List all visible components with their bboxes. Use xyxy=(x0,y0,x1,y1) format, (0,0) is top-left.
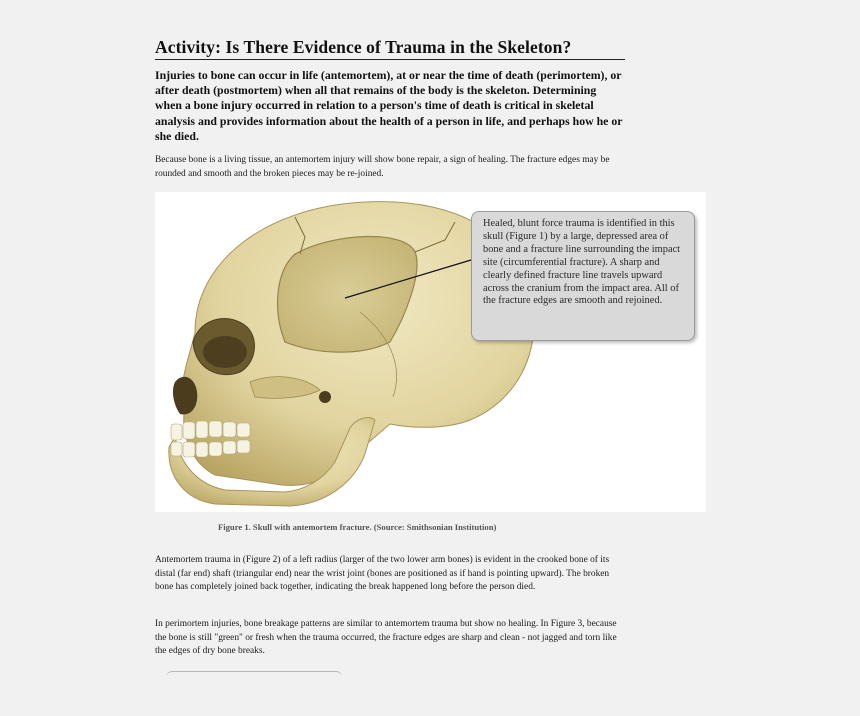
intro-paragraph: Injuries to bone can occur in life (antemortem), at or near the time of death (perimortem), or after death (postmortem) when all that remains of the body is the skeleton. Determining when a bone injury occurred in relation to a person's time of death is critical in skeletal analysis and provides information about the health of a person in life, and perhaps how he or she died. xyxy=(155,68,623,143)
ear-canal xyxy=(319,391,331,403)
skull-figure xyxy=(155,192,706,512)
next-figure-box-edge xyxy=(166,671,342,684)
nasal-cavity xyxy=(173,377,197,415)
page-title: Activity: Is There Evidence of Trauma in the Skeleton? xyxy=(155,37,625,60)
body-paragraph-antemortem: Antemortem trauma in (Figure 2) of a left radius (larger of the two lower arm bones) is evident in the crooked bone of its distal (far end) shaft (triangular end) near the wrist joint (bones are positioned as if hand is pointing upward). The broken bone has completely joined back together, indicating the break happened long before the person died. xyxy=(155,555,610,593)
body-paragraph-perimortem: In perimortem injuries, bone breakage patterns are similar to antemortem trauma but show no healing. In Figure 3, because the bone is still "green" or fresh when the trauma occurred, the fracture edges are sharp and clean - not jagged and torn like the edges of dry bone breaks. xyxy=(155,619,617,657)
body-paragraph-healing: Because bone is a living tissue, an antemortem injury will show bone repair, a sign of healing. The fracture edges may be rounded and smooth and the broken pieces may be re-joined. xyxy=(155,155,610,179)
figure-caption: Figure 1. Skull with antemortem fracture. (Source: Smithsonian Institution) xyxy=(218,522,497,532)
callout-box: Healed, blunt force trauma is identified in this skull (Figure 1) by a large, depressed area of bone and a fracture line surrounding the impact site (circumferential fracture). A sharp and clearly defined fracture line travels upward across the cranium from the impact area. All of the fracture edges are smooth and rejoined. xyxy=(471,211,695,341)
